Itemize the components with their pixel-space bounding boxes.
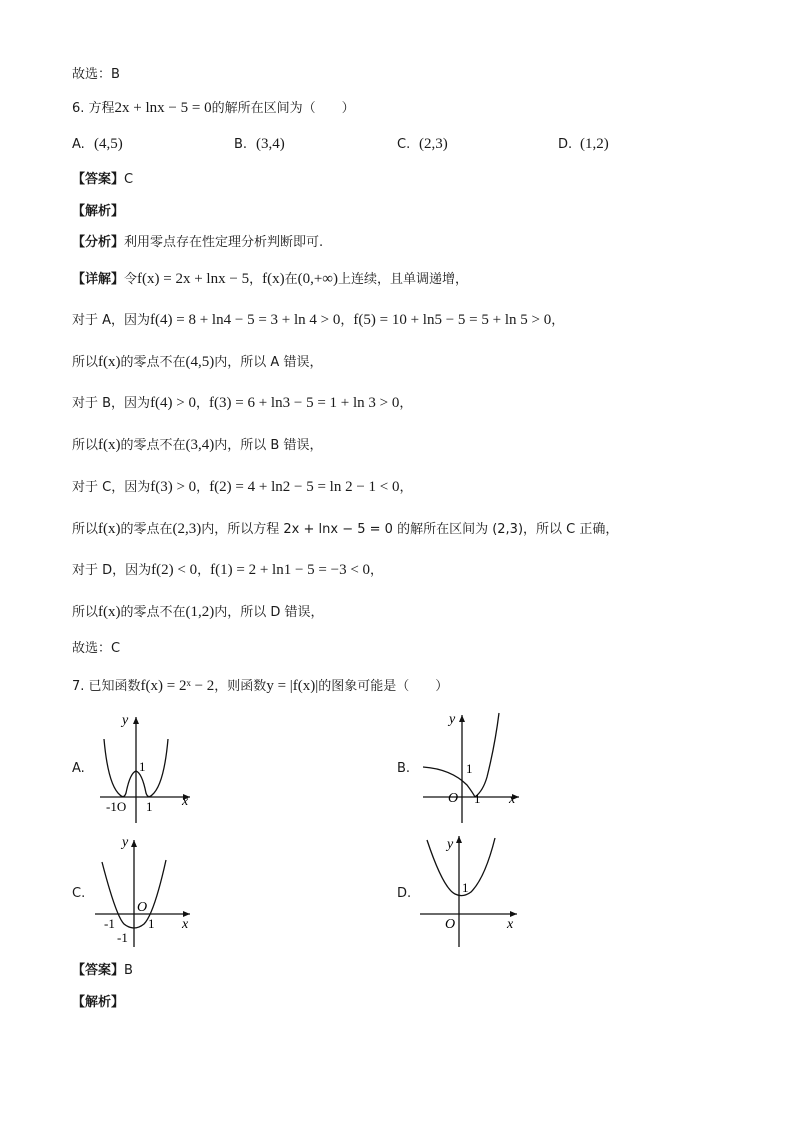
- q6-line-a-m1: f(4) = 8 + ln4 − 5 = 3 + ln 4 > 0: [150, 312, 341, 328]
- q6-option-d-label: D.: [558, 137, 573, 152]
- q6-line-a-mid: ，: [340, 313, 354, 328]
- q6-line-d-post: ，: [370, 563, 384, 578]
- q6-option-d: [558, 135, 609, 154]
- q6-detail-intro: 令: [124, 272, 138, 287]
- origin-label: O: [445, 917, 456, 932]
- y-label: y: [122, 835, 129, 850]
- q6-line-a2-m1: f(x): [98, 354, 121, 370]
- q6-option-b: [234, 135, 285, 154]
- q6-line-c2-post: 内，所以方程 2x + lnx − 5 = 0 的解所在区间为 (2,3)，所以 C 正确，: [201, 522, 619, 537]
- y-axis-arrow: [459, 715, 465, 722]
- q6-line-b2-m2: (3,4): [185, 437, 215, 453]
- origin-label: O: [137, 900, 148, 915]
- x-label: x: [507, 917, 514, 932]
- q6-line-a-post: ，: [551, 313, 565, 328]
- q6-line-d2-m1: f(x): [98, 604, 121, 620]
- q6-stem-prefix: 6. 方程: [72, 101, 115, 116]
- q7-stem-func: f(x) = 2ˣ − 2: [140, 678, 215, 694]
- q6-detail-tag: 【详解】: [72, 272, 125, 287]
- q6-line-a-pre: 对于 A，因为: [72, 313, 151, 328]
- tick-one-y: 1: [139, 759, 146, 774]
- q6-fenxi-text: 利用零点存在性定理分析判断即可.: [124, 235, 324, 250]
- q6-detail-mid: ，: [249, 272, 263, 287]
- q6-answer-value: C: [124, 172, 134, 187]
- q6-line-c2-pre: 所以: [72, 522, 99, 537]
- tick-one-x: 1: [474, 791, 481, 806]
- q7-stem-mid: ，则函数: [214, 679, 267, 694]
- q7-option-c-graph: [90, 830, 205, 950]
- q6-line-d-m1: f(2) < 0: [151, 562, 198, 578]
- tick-one-y: 1: [462, 880, 469, 895]
- q6-option-a-value: (4,5): [94, 136, 123, 152]
- q6-line-a2-pre: 所以: [72, 355, 99, 370]
- y-label: y: [449, 712, 456, 727]
- q6-line-b2-post: 内，所以 B 错误，: [214, 438, 323, 453]
- q6-fenxi: [72, 234, 323, 252]
- q6-line-b-mid: ，: [196, 396, 210, 411]
- q6-line-c-conclusion: [72, 520, 618, 539]
- q6-line-c2-m1: f(x): [98, 521, 121, 537]
- x-label: x: [182, 794, 189, 809]
- q6-line-d2-pre: 所以: [72, 605, 99, 620]
- q7-option-b-graph: [415, 705, 530, 825]
- q6-line-a-m2: f(5) = 10 + ln5 − 5 = 5 + ln 5 > 0: [353, 312, 552, 328]
- curve: [427, 838, 495, 896]
- q6-line-d-m2: f(1) = 2 + ln1 − 5 = −3 < 0: [210, 562, 371, 578]
- tick-neg-one-y: -1: [117, 930, 128, 945]
- q6-line-d-pre: 对于 D，因为: [72, 563, 152, 578]
- q6-option-a: [72, 135, 123, 154]
- q7-answer-tag: 【答案】: [72, 963, 125, 978]
- y-label: y: [447, 837, 454, 852]
- q7-stem-func2: y = |f(x)|: [266, 678, 319, 694]
- tick-neg-one-x: -1: [104, 916, 115, 931]
- q6-line-b2-mid: 的零点不在: [120, 438, 186, 453]
- q6-line-c: [72, 478, 413, 497]
- q6-answer: [72, 171, 133, 189]
- y-label: y: [122, 713, 129, 728]
- q6-line-b: [72, 394, 412, 413]
- tick-one-x: 1: [148, 916, 155, 931]
- q6-line-c-m2: f(2) = 4 + ln2 − 5 = ln 2 − 1 < 0: [209, 479, 400, 495]
- q6-line-b-conclusion: [72, 436, 322, 455]
- q6-option-c-value: (2,3): [419, 136, 448, 152]
- tick-one-y: 1: [466, 761, 473, 776]
- q6-line-a2-post: 内，所以 A 错误，: [214, 355, 323, 370]
- y-axis-arrow: [131, 840, 137, 847]
- q6-detail-tail: 上连续，且单调递增，: [338, 272, 469, 287]
- q6-line-a2-m2: (4,5): [185, 354, 215, 370]
- label-neg-one-origin: -1O: [106, 799, 127, 814]
- q6-line-d-conclusion: [72, 603, 324, 622]
- q7-answer-value: B: [124, 963, 133, 978]
- q6-final-answer: 故选：C: [72, 641, 121, 656]
- q7-option-a-label: A.: [72, 761, 85, 776]
- q6-detail: [72, 270, 468, 289]
- q6-line-a2-mid: 的零点不在: [120, 355, 186, 370]
- q6-detail-in: 在: [284, 272, 298, 287]
- q6-line-c-post: ，: [399, 480, 413, 495]
- q6-stem: [72, 99, 355, 118]
- q6-line-b-m1: f(4) > 0: [150, 395, 197, 411]
- q6-line-a-conclusion: [72, 353, 322, 372]
- q7-answer: [72, 962, 133, 980]
- q7-analysis-tag: 【解析】: [72, 995, 125, 1010]
- q6-line-d: [72, 561, 383, 580]
- q6-line-a: [72, 311, 564, 330]
- q6-line-c-m1: f(3) > 0: [150, 479, 197, 495]
- q6-line-c2-mid: 的零点在: [120, 522, 173, 537]
- q6-detail-interval: (0,+∞): [297, 271, 338, 287]
- q6-stem-equation: 2x + lnx − 5 = 0: [114, 100, 212, 116]
- q6-option-d-value: (1,2): [580, 136, 609, 152]
- q6-option-b-label: B.: [234, 137, 248, 152]
- curve-right: [475, 713, 499, 797]
- q7-option-a-graph: [90, 705, 205, 825]
- q6-line-b2-pre: 所以: [72, 438, 99, 453]
- q6-line-d2-post: 内，所以 D 错误，: [214, 605, 324, 620]
- q6-detail-func2: f(x): [262, 271, 285, 287]
- q6-line-b-pre: 对于 B，因为: [72, 396, 151, 411]
- q6-option-c-label: C.: [397, 137, 411, 152]
- q6-line-d2-mid: 的零点不在: [120, 605, 186, 620]
- q6-line-c2-m2: (2,3): [172, 521, 202, 537]
- x-label: x: [509, 792, 516, 807]
- q6-option-b-value: (3,4): [256, 136, 285, 152]
- q7-option-d-label: D.: [397, 886, 412, 901]
- q7-option-c-label: C.: [72, 886, 86, 901]
- tick-one-x: 1: [146, 799, 153, 814]
- q7-option-d-graph: [415, 830, 530, 950]
- q6-line-c-pre: 对于 C，因为: [72, 480, 151, 495]
- q6-option-a-label: A.: [72, 137, 85, 152]
- q6-line-d-mid: ，: [197, 563, 211, 578]
- q7-stem-prefix: 7. 已知函数: [72, 679, 141, 694]
- q6-option-c: [397, 135, 448, 154]
- x-label: x: [182, 917, 189, 932]
- q6-detail-func: f(x) = 2x + lnx − 5: [137, 271, 250, 287]
- q7-stem: [72, 677, 448, 696]
- q6-line-d2-m2: (1,2): [185, 604, 215, 620]
- origin-label: O: [448, 791, 459, 806]
- q6-line-c-mid: ，: [196, 480, 210, 495]
- q6-answer-tag: 【答案】: [72, 172, 125, 187]
- q6-line-b-post: ，: [399, 396, 413, 411]
- q7-stem-suffix: 的图象可能是（ ）: [318, 679, 449, 694]
- q6-analysis-tag: 【解析】: [72, 204, 125, 219]
- y-axis-arrow: [456, 836, 462, 843]
- y-axis-arrow: [133, 717, 139, 724]
- q6-line-b-m2: f(3) = 6 + ln3 − 5 = 1 + ln 3 > 0: [209, 395, 400, 411]
- previous-answer-line: 故选：B: [72, 67, 120, 82]
- q7-option-b-label: B.: [397, 761, 411, 776]
- q6-fenxi-tag: 【分析】: [72, 235, 125, 250]
- q6-line-b2-m1: f(x): [98, 437, 121, 453]
- q6-stem-suffix: 的解所在区间为（ ）: [211, 101, 355, 116]
